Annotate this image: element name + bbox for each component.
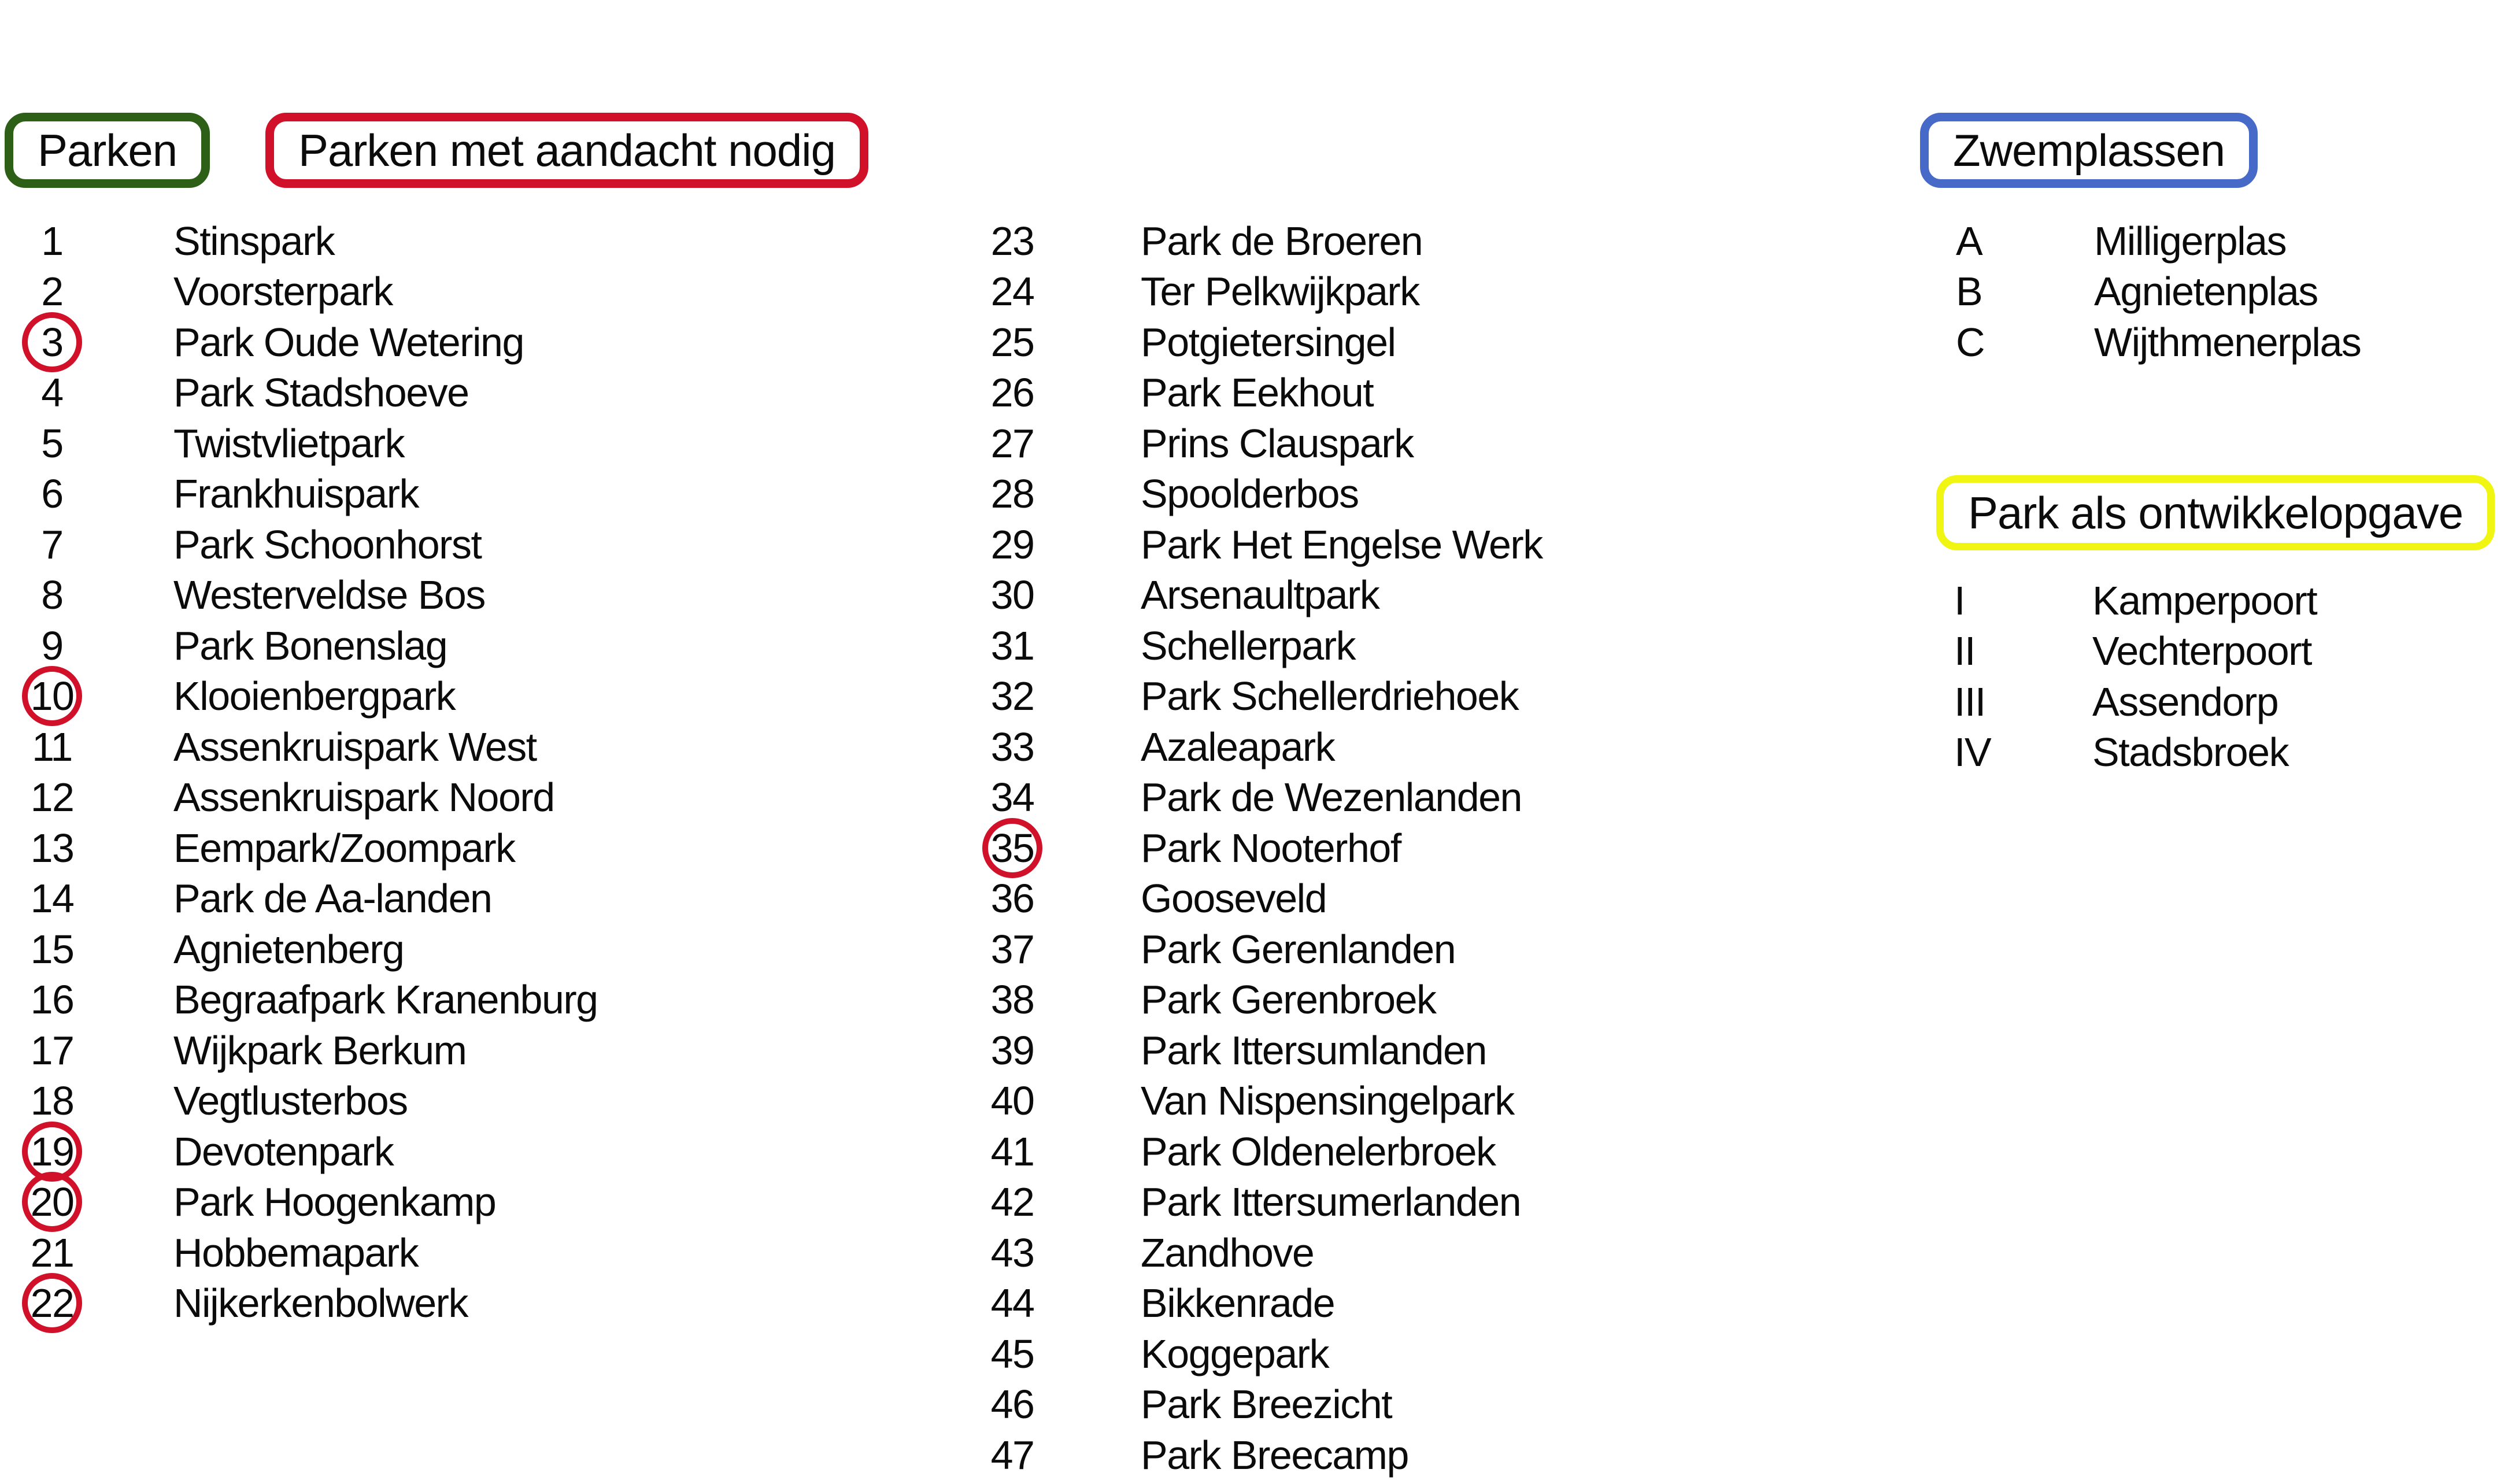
park-number: 15 (30, 926, 74, 972)
parken-header-label: Parken (38, 124, 177, 176)
park-list-row (960, 469, 1543, 520)
park-number: 41 (990, 1128, 1034, 1174)
ontwikkelopgave-numeral: II (1954, 628, 1975, 674)
park-name: Park Eekhout (1141, 370, 1374, 416)
park-number: 9 (41, 623, 63, 668)
ontwikkelopgave-numeral-badge (1950, 628, 2092, 674)
park-number-badge (960, 572, 1064, 618)
park-list-row (960, 216, 1543, 267)
park-number: 43 (990, 1230, 1034, 1275)
ontwikkelopgave-list-row (1950, 676, 2317, 727)
park-number: 45 (990, 1331, 1034, 1376)
ontwikkelopgave-name: Assendorp (2092, 679, 2278, 724)
park-name: Park Ittersumlanden (1141, 1027, 1486, 1073)
park-number: 30 (990, 572, 1034, 618)
attention-circle (982, 818, 1042, 878)
park-number: 19 (30, 1128, 74, 1174)
zwemplassen-header-box (1920, 113, 2258, 188)
ontwikkelopgave-numeral-badge (1950, 679, 2092, 725)
ontwikkelopgave-header-label: Park als ontwikkelopgave (1968, 487, 2463, 538)
zwemplas-list-row (1951, 267, 2361, 317)
park-number-badge (0, 774, 104, 820)
park-number: 27 (990, 420, 1034, 466)
park-number: 8 (41, 572, 63, 618)
park-number: 47 (990, 1432, 1034, 1478)
park-list-row (960, 570, 1543, 621)
park-list-row (960, 1025, 1543, 1076)
park-name: Park Nooterhof (1141, 825, 1401, 871)
park-number-badge (0, 471, 104, 517)
ontwikkelopgave-numeral: III (1954, 679, 1985, 724)
park-number-badge (960, 976, 1064, 1023)
park-number: 39 (990, 1027, 1034, 1073)
park-number: 44 (990, 1281, 1034, 1326)
park-number-badge (960, 1078, 1064, 1124)
park-number-badge (960, 1280, 1064, 1326)
park-number: 3 (41, 319, 63, 365)
park-number-badge (960, 1432, 1064, 1478)
park-list-row (960, 1328, 1543, 1379)
park-number-badge (0, 369, 104, 416)
park-list-row (960, 1278, 1543, 1329)
park-number-badge (960, 218, 1064, 264)
park-number: 1 (41, 218, 63, 264)
park-number-badge (0, 875, 104, 922)
park-name: Park Schellerdriehoek (1141, 673, 1519, 719)
park-number-badge (960, 1179, 1064, 1225)
park-name: Park Breecamp (1141, 1432, 1408, 1478)
park-number-badge (0, 572, 104, 618)
park-list-row (960, 1177, 1543, 1228)
park-number: 12 (30, 775, 74, 820)
park-number-badge (960, 926, 1064, 972)
park-number-badge (0, 521, 104, 568)
park-number-badge (0, 420, 104, 467)
zwemplas-letter-badge (1951, 268, 2094, 314)
park-list-row (0, 823, 598, 874)
park-list-row (960, 368, 1543, 419)
park-list-row (960, 874, 1543, 924)
park-name: Park Gerenbroek (1141, 977, 1436, 1023)
park-list-row (960, 772, 1543, 823)
park-name: Twistvlietpark (173, 420, 405, 466)
park-name: Park Oldenelerbroek (1141, 1128, 1496, 1174)
ontwikkelopgave-numeral-badge (1950, 729, 2092, 775)
park-number: 6 (41, 471, 63, 517)
park-number: 17 (30, 1027, 74, 1073)
park-name: Wijkpark Berkum (173, 1027, 467, 1073)
park-list-row (0, 1177, 598, 1228)
park-name: Park Breezicht (1141, 1382, 1392, 1427)
park-number: 21 (30, 1230, 74, 1275)
park-number-badge (960, 875, 1064, 922)
park-number: 18 (30, 1078, 74, 1124)
park-name: Park Het Engelse Werk (1141, 521, 1543, 567)
park-number: 2 (41, 269, 63, 314)
park-list-row (0, 874, 598, 924)
park-number: 42 (990, 1179, 1034, 1225)
park-name: Park Oude Wetering (173, 319, 524, 365)
park-list-row (960, 671, 1543, 722)
park-list-row (960, 620, 1543, 671)
parks-list-column-2 (960, 216, 1543, 1481)
park-name: Vegtlusterbos (173, 1078, 408, 1124)
park-number-badge (0, 218, 104, 264)
park-number: 24 (990, 269, 1034, 314)
park-name: Park de Wezenlanden (1141, 775, 1522, 820)
park-name: Azaleapark (1141, 724, 1335, 769)
park-list-row (0, 1126, 598, 1177)
park-name: Hobbemapark (173, 1230, 419, 1275)
park-list-row (960, 1076, 1543, 1127)
zwemplas-letter-badge (1951, 218, 2094, 264)
park-name: Spoolderbos (1141, 471, 1359, 517)
zwemplas-letter: C (1956, 319, 1985, 365)
park-number-badge (0, 1027, 104, 1074)
park-name: Voorsterpark (173, 269, 393, 314)
ontwikkelopgave-list (1950, 575, 2317, 778)
parken-aandacht-header-label: Parken met aandacht nodig (298, 124, 835, 176)
park-name: Park de Aa-landen (173, 876, 492, 922)
park-number-badge (960, 268, 1064, 314)
park-list-row (960, 975, 1543, 1026)
park-list-row (960, 1430, 1543, 1481)
park-number: 7 (41, 521, 63, 567)
park-name: Park Gerenlanden (1141, 926, 1456, 972)
zwemplas-list-row (1951, 216, 2361, 267)
park-number-badge (960, 1331, 1064, 1377)
park-number-badge (0, 623, 104, 669)
park-number-badge (960, 1027, 1064, 1074)
park-number-badge (0, 724, 104, 770)
park-name: Agnietenberg (173, 926, 404, 972)
park-name: Frankhuispark (173, 471, 419, 517)
park-name: Schellerpark (1141, 623, 1356, 668)
park-name: Zandhove (1141, 1230, 1314, 1275)
park-number-badge (0, 268, 104, 314)
park-list-row (0, 721, 598, 772)
attention-circle (22, 1273, 82, 1333)
park-name: Gooseveld (1141, 876, 1327, 922)
park-number-badge (0, 926, 104, 972)
park-number: 4 (41, 370, 63, 416)
park-list-row (960, 418, 1543, 469)
ontwikkelopgave-header-box (1936, 475, 2495, 550)
park-name: Ter Pelkwijkpark (1141, 269, 1419, 314)
park-name: Arsenaultpark (1141, 572, 1379, 618)
park-name: Van Nispensingelpark (1141, 1078, 1514, 1124)
park-number-badge (0, 976, 104, 1023)
park-number-badge (960, 774, 1064, 820)
park-number: 11 (32, 724, 72, 769)
park-number: 10 (30, 673, 74, 719)
park-list-row (0, 924, 598, 975)
park-name: Westerveldse Bos (173, 572, 485, 618)
park-number: 32 (990, 673, 1034, 719)
park-list-row (0, 317, 598, 368)
ontwikkelopgave-list-row (1950, 727, 2317, 778)
park-number: 35 (990, 825, 1034, 871)
ontwikkelopgave-list-row (1950, 626, 2317, 677)
ontwikkelopgave-name: Vechterpoort (2092, 628, 2311, 674)
park-name: Park Hoogenkamp (173, 1179, 496, 1225)
ontwikkelopgave-numeral-badge (1950, 578, 2092, 624)
attention-circle (22, 1172, 82, 1232)
park-number: 25 (990, 319, 1034, 365)
park-number: 46 (990, 1382, 1034, 1427)
park-list-row (0, 570, 598, 621)
park-number: 20 (30, 1179, 74, 1225)
park-number-badge (960, 673, 1064, 719)
park-number: 29 (990, 521, 1034, 567)
zwemplas-list-row (1951, 317, 2361, 368)
park-number: 40 (990, 1078, 1034, 1124)
park-number-badge (960, 521, 1064, 568)
ontwikkelopgave-name: Stadsbroek (2092, 730, 2289, 775)
zwemplas-letter: B (1956, 269, 1982, 314)
park-list-row (0, 469, 598, 520)
park-number: 34 (990, 775, 1034, 820)
park-number-badge (0, 1078, 104, 1124)
park-name: Park Schoonhorst (173, 521, 482, 567)
park-list-row (0, 671, 598, 722)
park-number-badge (960, 724, 1064, 770)
zwemplassen-list (1951, 216, 2361, 368)
park-list-row (960, 267, 1543, 317)
park-name: Potgietersingel (1141, 319, 1396, 365)
park-list-row (0, 418, 598, 469)
park-number-badge (960, 420, 1064, 467)
park-name: Park Stadshoeve (173, 370, 469, 416)
parken-header-box (5, 113, 210, 188)
attention-circle (22, 312, 82, 372)
park-list-row (0, 1076, 598, 1127)
parks-list-column-1 (0, 216, 598, 1328)
ontwikkelopgave-numeral: IV (1954, 730, 1991, 775)
park-list-row (960, 721, 1543, 772)
park-list-row (0, 1025, 598, 1076)
park-number-badge (960, 319, 1064, 365)
park-list-row (0, 1227, 598, 1278)
park-list-row (960, 1227, 1543, 1278)
park-number: 28 (990, 471, 1034, 517)
zwemplas-name: Agnietenplas (2094, 269, 2318, 314)
zwemplassen-header-label: Zwemplassen (1953, 124, 2225, 176)
park-number: 16 (30, 977, 74, 1023)
park-number-badge (960, 471, 1064, 517)
park-name: Assenkruispark Noord (173, 775, 554, 820)
park-number: 26 (990, 370, 1034, 416)
park-list-row (0, 519, 598, 570)
ontwikkelopgave-list-row (1950, 575, 2317, 626)
park-name: Devotenpark (173, 1128, 394, 1174)
park-name: Prins Clauspark (1141, 420, 1414, 466)
park-number-badge (960, 623, 1064, 669)
park-number: 31 (990, 623, 1034, 668)
park-name: Bikkenrade (1141, 1281, 1335, 1326)
park-name: Eempark/Zoompark (173, 825, 515, 871)
park-name: Begraafpark Kranenburg (173, 977, 598, 1023)
park-number-badge (0, 1230, 104, 1276)
park-list-row (960, 1126, 1543, 1177)
park-number-badge (960, 1128, 1064, 1175)
park-number: 13 (30, 825, 74, 871)
zwemplas-name: Wijthmenerplas (2094, 319, 2361, 365)
park-name: Assenkruispark West (173, 724, 537, 769)
attention-circle (22, 666, 82, 726)
park-name: Park Bonenslag (173, 623, 447, 668)
park-list-row (960, 1379, 1543, 1430)
park-list-row (0, 1278, 598, 1329)
park-name: Stinspark (173, 218, 335, 264)
park-name: Klooienbergpark (173, 673, 456, 719)
park-number: 22 (30, 1281, 74, 1326)
park-number: 14 (30, 876, 74, 922)
parken-aandacht-header-box (265, 113, 868, 188)
park-name: Nijkerkenbolwerk (173, 1281, 468, 1326)
park-list-row (960, 924, 1543, 975)
park-list-row (0, 267, 598, 317)
park-list-row (0, 772, 598, 823)
park-number-badge (0, 825, 104, 871)
park-list-row (960, 317, 1543, 368)
ontwikkelopgave-name: Kamperpoort (2092, 578, 2317, 623)
park-name: Park Ittersumerlanden (1141, 1179, 1521, 1225)
park-number-badge (960, 369, 1064, 416)
zwemplas-letter: A (1956, 218, 1982, 264)
zwemplas-letter-badge (1951, 319, 2094, 365)
park-list-row (960, 519, 1543, 570)
park-list-row (960, 823, 1543, 874)
ontwikkelopgave-numeral: I (1954, 578, 1965, 623)
park-number: 5 (41, 420, 63, 466)
park-list-row (0, 368, 598, 419)
park-number-badge (960, 1381, 1064, 1427)
park-number-badge (960, 1230, 1064, 1276)
park-number: 37 (990, 926, 1034, 972)
park-list-row (0, 975, 598, 1026)
park-list-row (0, 620, 598, 671)
park-name: Koggepark (1141, 1331, 1329, 1376)
park-number: 23 (990, 218, 1034, 264)
park-number: 36 (990, 876, 1034, 922)
zwemplas-name: Milligerplas (2094, 218, 2287, 264)
park-number: 38 (990, 977, 1034, 1023)
park-number: 33 (990, 724, 1034, 769)
park-list-row (0, 216, 598, 267)
park-name: Park de Broeren (1141, 218, 1423, 264)
